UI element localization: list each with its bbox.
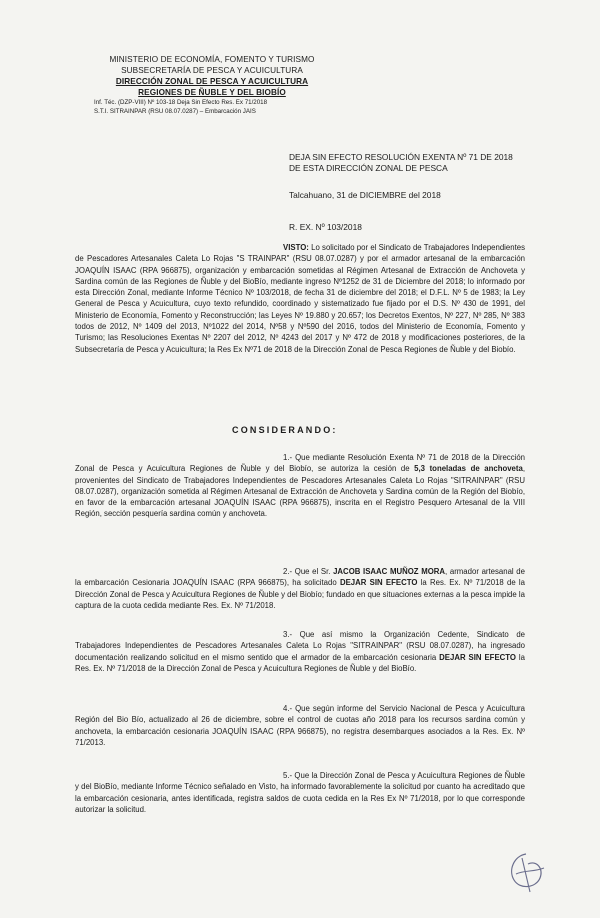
visto-label: VISTO: xyxy=(283,243,309,252)
c2-text-c: , armador artesanal de la embarcación Cesionaria JOAQUÍN ISAAC (RPA 966875), ha solicitado xyxy=(75,567,525,588)
c3-text-a: 3.- Que así mismo la Organización Cedente, Sindicato de Trabajadores Independientes de Pescadores Artesanales Caleta Lo Rojas "SITRAINPAR" (RSU 08.07.0287), ha ingresado documentación realizando solicitud en el mismo sentido que el armador de la embarcación cesionaria xyxy=(75,630,525,662)
c2-text-bold: DEJAR SIN EFECTO xyxy=(339,578,418,588)
c1-text-c: , provenientes del Sindicato de Trabajadores Independientes de Pescadores Artesanales Caleta Lo Rojas "SITRAINPAR" (RSU 08.07.0287), organización sometida al Régimen Artesanal de Extracción de Anchoveta y Sardina común de la Región del Biobío, en favor de la embarcación artesanal JOAQUÍN ISAAC (RPA 966875), inscrita en el Registro Pesquero Artesanal de la VIII Región, sección pesquería sardina común y anchoveta. xyxy=(75,464,525,519)
visto-text: Lo solicitado por el Sindicato de Trabajadores Independientes de Pescadores Artesanales Caleta Lo Rojas "S TRAINPAR" (RSU 08.07.0287) y por el armador artesanal de la embarcación JOAQUÍN ISAAC (RPA 966875), organización y embarcación sometidas al Régimen Artesanal de Extracción de Anchoveta y Sardina común de las Regiones de Ñuble y del BioBío, mediante ingreso Nº1252 de 31 de Diciembre del 2018; lo informado por esta Dirección Zonal, mediante Informe Técnico Nº 103/2018, de fecha 31 de diciembre del 2018; el D.F.L. Nº 5 de 1983; la Ley General de Pesca y Acuicultura, cuyo texto refundido, coordinado y sistematizado fue fijado por el D.S. Nº 430 de 1991, del Ministerio de Economía, Fomento y Reconstrucción; las Leyes Nº 19.880 y 20.657; los Decretos Exentos, Nº 227, Nº 285, Nº 383 todos de 2012, Nº 1409 del 2013, Nº1022 del 2014, Nº58 y Nº590 del 2016, todos del Ministerio de Economía, Fomento y Turismo; las Resoluciones Exentas Nº 2207 del 2012, Nº 4243 del 2017 y Nº 472 de 2018 y modificaciones posteriores, de la Subsecretaría de Pesca y Acuicultura; la Res Ex Nº71 de 2018 de la Dirección Zonal de Pesca Regiones de Ñuble y del Biobío. xyxy=(75,243,525,354)
c2-text-a: 2.- Que el Sr. xyxy=(283,567,334,576)
c5-text: 5.- Que la Dirección Zonal de Pesca y Acuicultura Regiones de Ñuble y del BioBío, mediante Informe Técnico señalado en Visto, ha informado favorablemente la solicitud por cuanto ha acreditado que la embarcación cesionaria, antes identificada, registra saldos de cuota cedida en la Res Ex Nº 71/2018, por lo que corresponde autorizar la solicitud. xyxy=(75,771,525,814)
direccion-zonal-line: DIRECCIÓN ZONAL DE PESCA Y ACUICULTURA xyxy=(115,77,309,86)
resolution-number: R. EX. Nº 103/2018 xyxy=(289,222,362,232)
c2-armador-name: JACOB ISAAC MUÑOZ MORA xyxy=(333,567,446,576)
visto-paragraph xyxy=(75,242,525,355)
reference-code-line-1: Inf. Téc. (DZP-VIII) Nº 103-18 Deja Sin Efecto Res. Ex 71/2018 xyxy=(94,99,268,106)
letterhead xyxy=(92,54,332,116)
ministry-line: MINISTERIO DE ECONOMÍA, FOMENTO Y TURISMO xyxy=(109,55,315,64)
considerando-4 xyxy=(75,703,525,748)
signature-initials-icon xyxy=(500,848,552,900)
c1-text-a: 1.- Que mediante Resolución Exenta Nº 71 de 2018 de la Dirección Zonal de Pesca y Acuicultura Regiones de Ñuble y del Biobío, se autoriza la cesión de xyxy=(75,453,525,474)
considerando-5 xyxy=(75,770,525,815)
c1-text-bold: 5,3 toneladas de anchoveta xyxy=(414,464,523,474)
c2-text-e: la Res. Ex. Nº 71/2018 de la Dirección Zonal de Pesca y Acuicultura Regiones de Ñuble y del Biobío; fundado en que situaciones externas a la pesca impide la captura de la cuota cedida mediante Res. Ex. Nº 71/2018. xyxy=(75,578,526,610)
subsecretaria-line: SUBSECRETARÍA DE PESCA Y ACUICULTURA xyxy=(121,66,303,75)
place-and-date: Talcahuano, 31 de DICIEMBRE del 2018 xyxy=(289,190,441,200)
considerando-1 xyxy=(75,452,525,520)
resolution-subject: DEJA SIN EFECTO RESOLUCIÓN EXENTA Nº 71 DE 2018 DE ESTA DIRECCIÓN ZONAL DE PESCA xyxy=(289,152,513,173)
considerando-2 xyxy=(75,566,525,611)
considerando-heading: CONSIDERANDO: xyxy=(232,425,338,435)
considerando-3 xyxy=(75,629,525,674)
reference-code-line-2: S.T.I. SITRAINPAR (RSU 08.07.0287) – Embarcación JAIS xyxy=(94,108,256,115)
c3-text-c: la Res. Ex. Nº 71/2018 de la Dirección Zonal de Pesca y Acuicultura Regiones de Ñuble y del BioBío. xyxy=(75,652,525,673)
regiones-line: REGIONES DE ÑUBLE Y DEL BIOBÍO xyxy=(138,88,286,97)
c4-text: 4.- Que según informe del Servicio Nacional de Pesca y Acuicultura Región del Bio Bío, actualizado al 26 de diciembre, sobre el control de cuotas año 2018 para los recursos sardina común y anchoveta, la embarcación cesionaria JOAQUÍN ISAAC (RPA 966875), no registra desembarques asociados a la Res. Ex. Nº 71/2013. xyxy=(75,704,525,747)
c3-text-bold: DEJAR SIN EFECTO xyxy=(439,652,516,662)
